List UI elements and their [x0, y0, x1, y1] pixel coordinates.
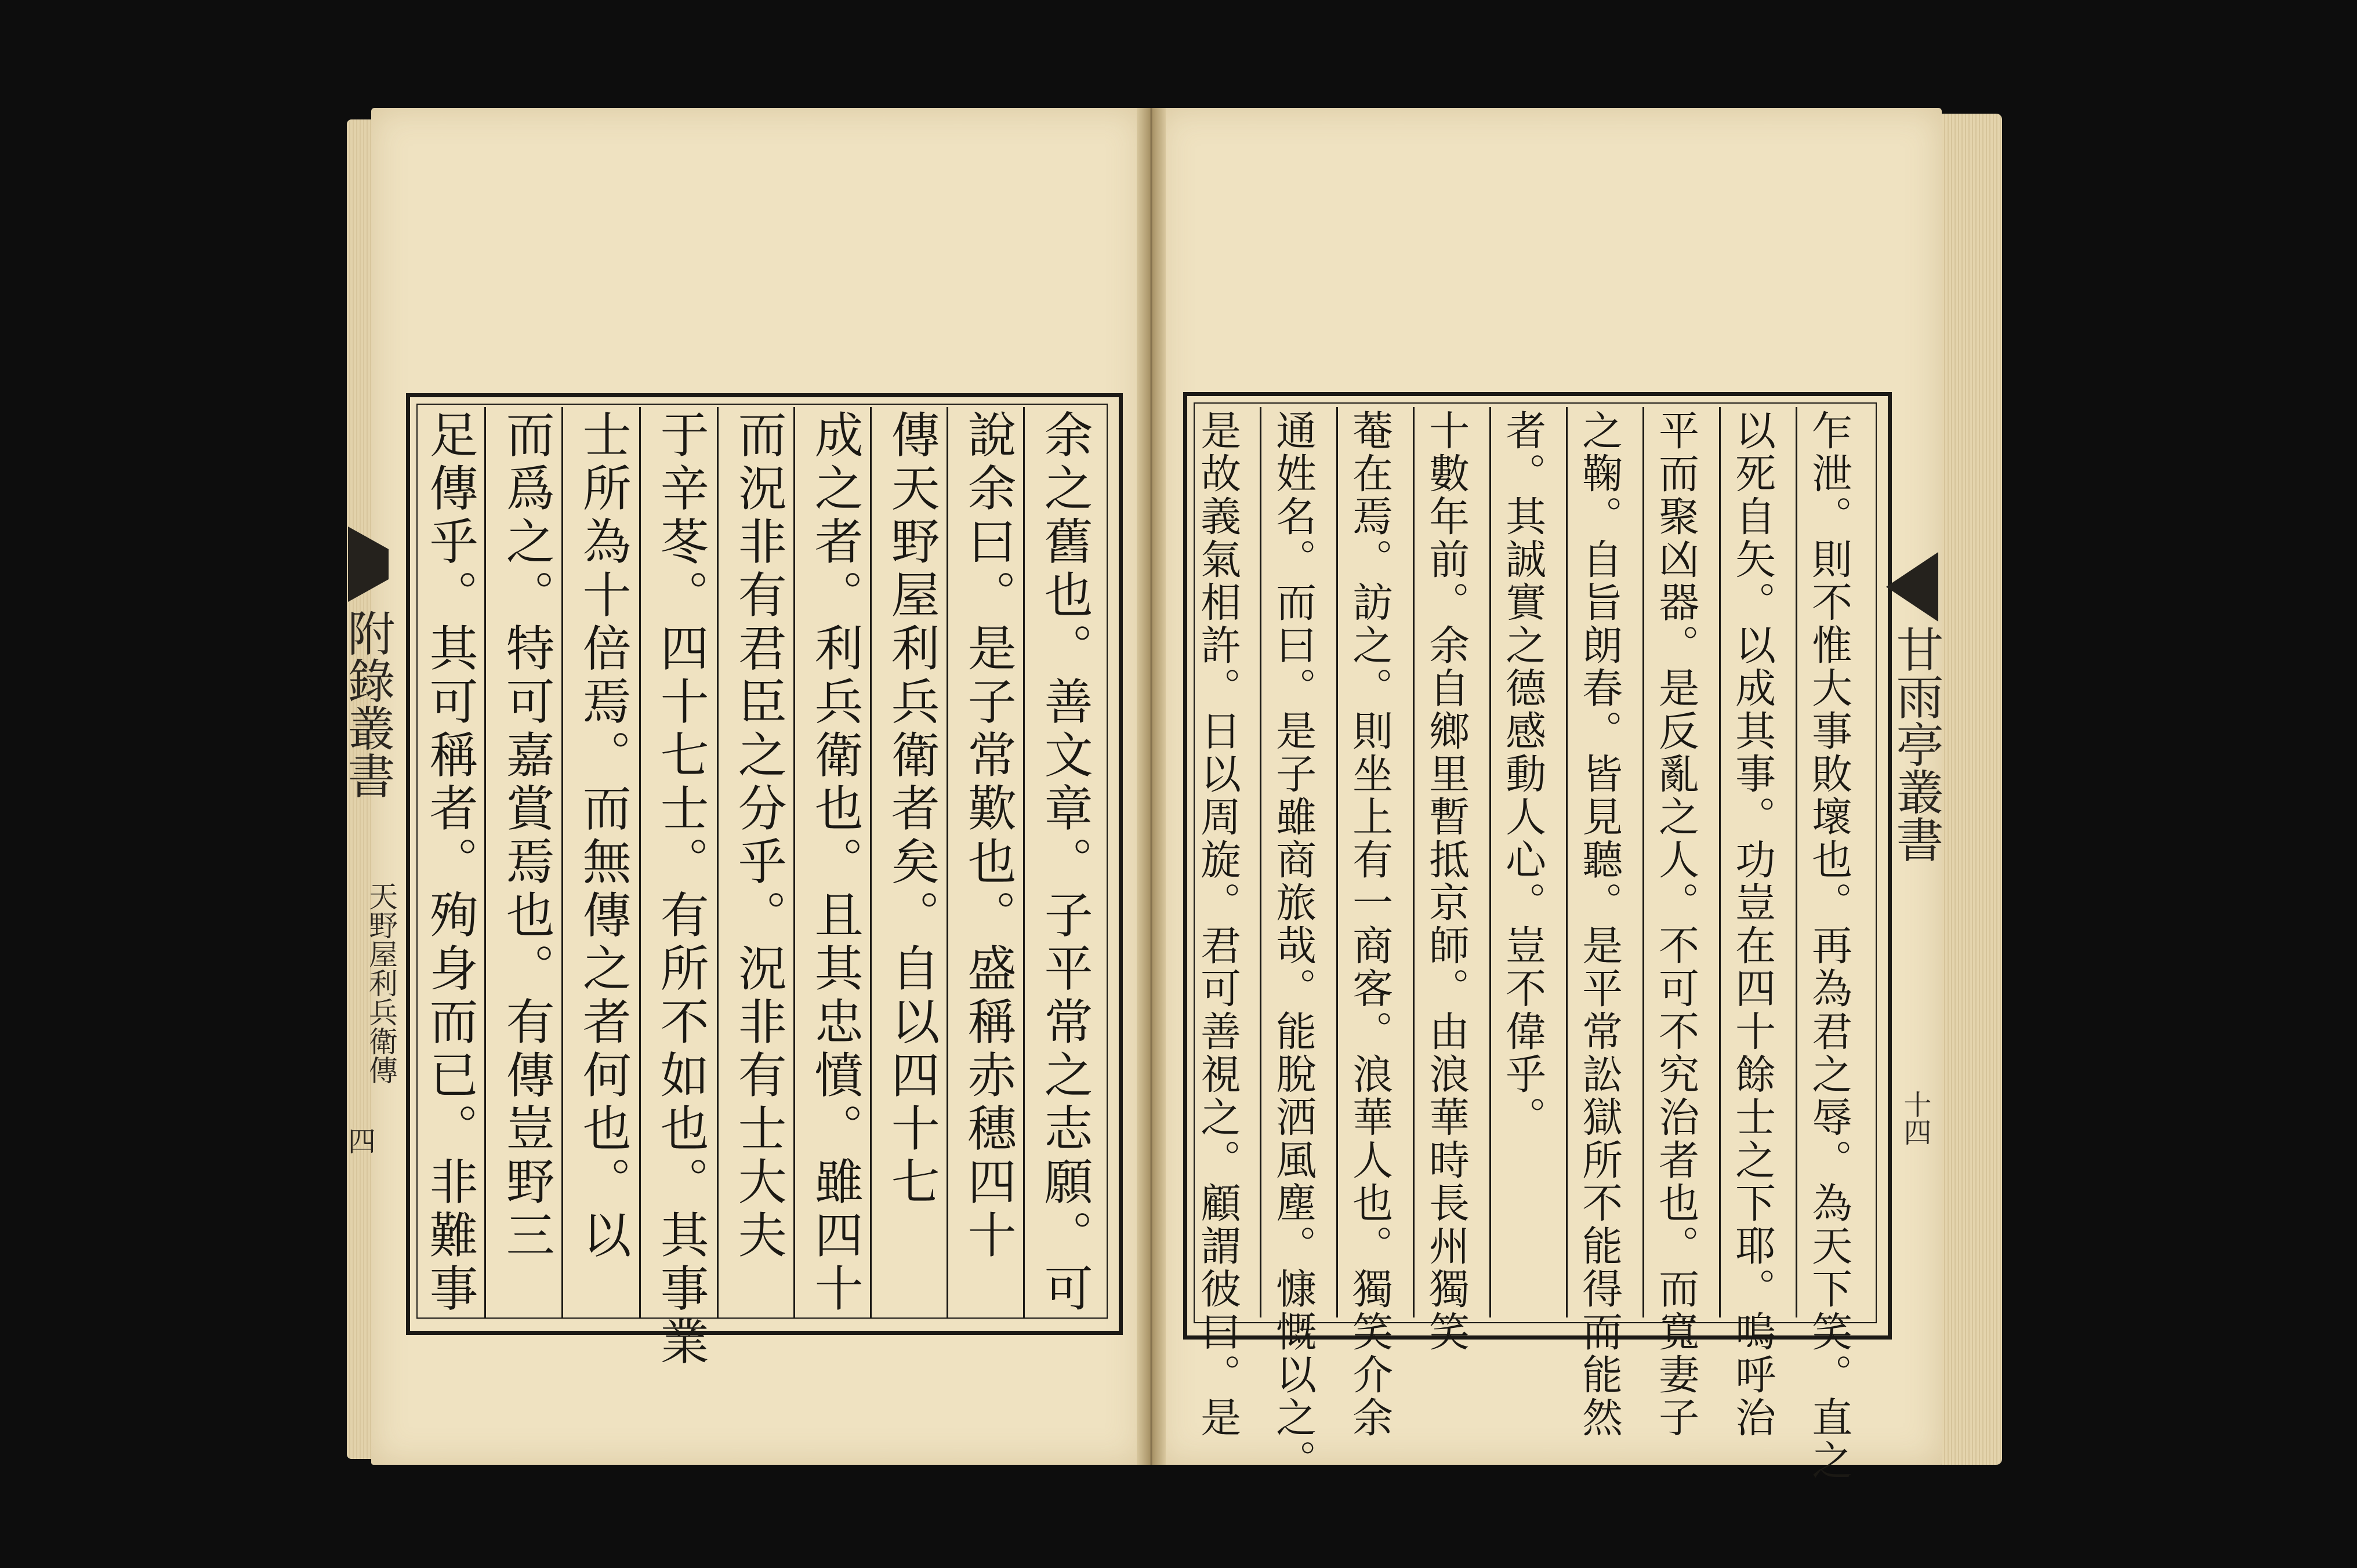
left-text-column: 而爲之。特可嘉賞焉也。有傳豈野三 — [498, 409, 556, 1263]
left-text-column: 于辛苳。四十七士。有所不如也。其事業 — [652, 409, 710, 1370]
left-margin-title: 附錄叢書 — [340, 609, 395, 799]
left-margin-subtitle: 天野屋利兵衛傳 — [364, 881, 398, 1084]
left-text-column: 成之者。利兵衛也。且其忠憤。雖四十 — [807, 409, 864, 1316]
right-text-column: 乍泄。則不惟大事敗壞也。再為君之辱。為天下笑。直之 — [1805, 409, 1853, 1482]
right-text-column: 平而聚凶器。是反亂之人。不可不究治者也。而寬妻子 — [1652, 409, 1700, 1439]
right-text-column: 以死自矢。以成其事。功豈在四十餘士之下耶。嗚呼治 — [1728, 409, 1776, 1439]
left-column-rule — [717, 407, 719, 1317]
right-column-rule — [1796, 407, 1797, 1317]
right-margin-title: 甘雨亭叢書 — [1888, 625, 1943, 863]
left-text-column: 士所為十倍焉。而無傳之者何也。以 — [575, 409, 632, 1263]
left-column-rule — [1023, 407, 1025, 1317]
right-column-rule — [1719, 407, 1721, 1317]
right-text-column: 菴在焉。訪之。則坐上有一商客。浪華人也。獨笑介余 — [1346, 409, 1394, 1439]
book-gutter — [1137, 108, 1166, 1465]
right-column-rule — [1260, 407, 1261, 1317]
right-text-column: 通姓名。而曰。是子雖商旅哉。能脫洒風塵。慷慨以之。 — [1269, 409, 1317, 1482]
right-column-rule — [1489, 407, 1491, 1317]
right-column-rule — [1642, 407, 1644, 1317]
left-column-rule — [870, 407, 872, 1317]
right-folio: 十四 — [1899, 1090, 1931, 1146]
left-text-column: 余之舊也。善文章。子平常之志願。可 — [1036, 409, 1094, 1316]
right-text-column: 之鞠。自旨朗春。皆見聽。是平常訟獄所不能得而能然 — [1575, 409, 1623, 1439]
left-column-rule — [947, 407, 948, 1317]
left-text-column: 說余曰。是子常歎也。盛稱赤穗四十 — [960, 409, 1017, 1263]
right-column-rule — [1336, 407, 1338, 1317]
left-column-rule — [484, 407, 486, 1317]
right-column-rule — [1566, 407, 1568, 1317]
left-text-column: 足傳乎。其可稱者。殉身而已。非難事 — [422, 409, 479, 1316]
right-text-column: 是故義氣相許。日以周旋。君可善視之。顧謂彼曰。是 — [1194, 409, 1242, 1439]
left-column-rule — [639, 407, 641, 1317]
right-text-column: 者。其誠實之德感動人心。豈不偉乎。 — [1499, 409, 1547, 1139]
left-column-rule — [561, 407, 563, 1317]
right-text-column: 十數年前。余自鄉里暫抵京師。由浪華時長州獨笑 — [1422, 409, 1470, 1353]
left-text-column: 傳天野屋利兵衛者矣。自以四十七 — [883, 409, 941, 1210]
left-text-column: 而況非有君臣之分乎。況非有士大夫 — [730, 409, 788, 1263]
right-column-rule — [1413, 407, 1415, 1317]
left-folio: 四 — [348, 1126, 376, 1158]
left-column-rule — [793, 407, 795, 1317]
